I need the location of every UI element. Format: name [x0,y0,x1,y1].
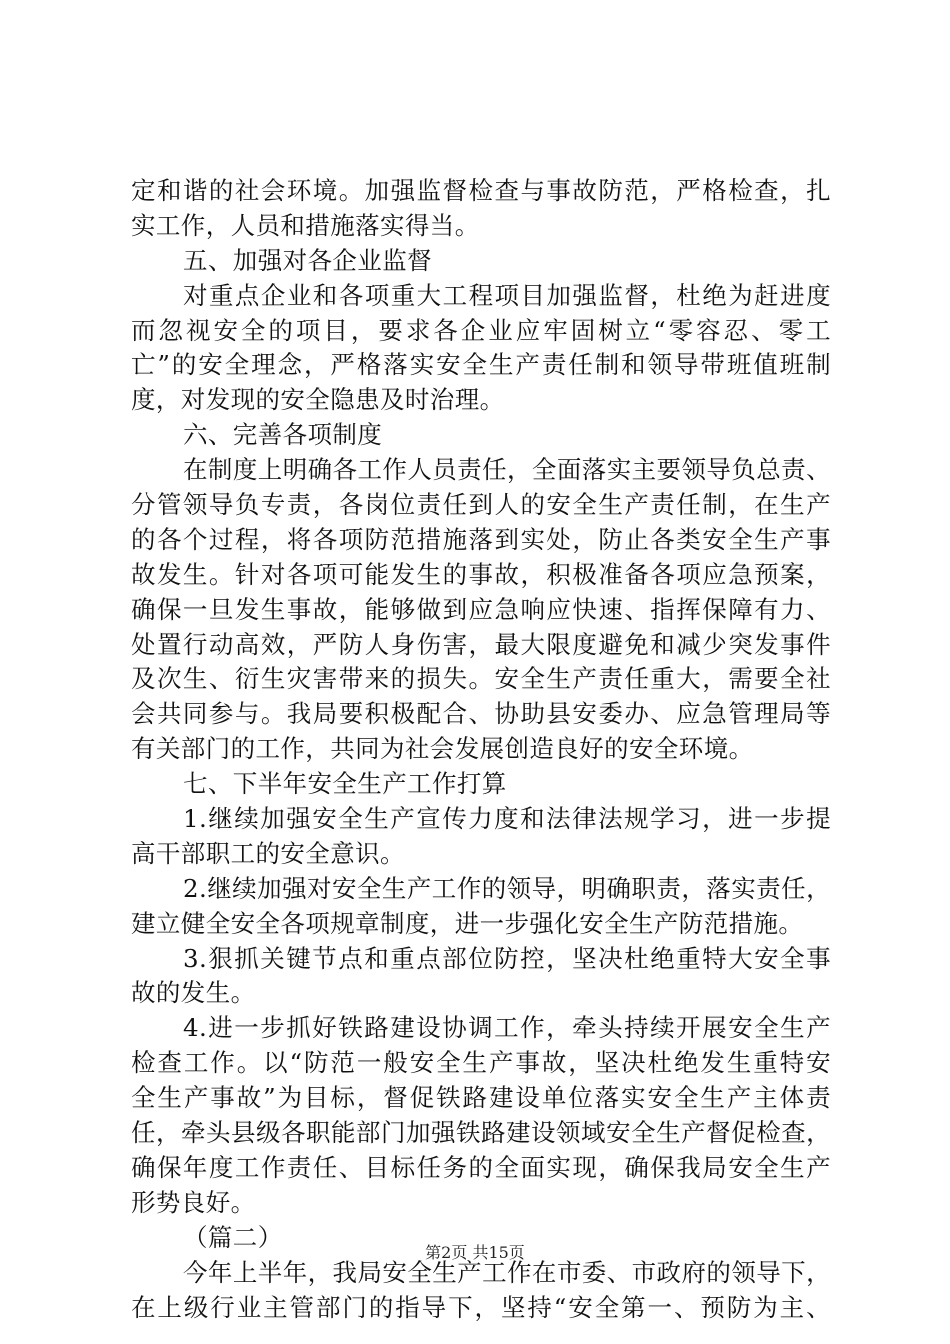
page-footer: 第2页 共15页 [425,1243,525,1262]
text-line: 及次生、衍生灾害带来的损失。安全生产责任重大，需要全社 [131,664,831,694]
text-line: （篇二） [183,1222,283,1252]
text-line: 1.继续加强安全生产宣传力度和法律法规学习，进一步提 [183,804,831,834]
text-line: 建立健全安全各项规章制度，进一步强化安全生产防范措施。 [131,908,804,938]
text-line: 高干部职工的安全意识。 [131,838,405,868]
text-line: 确保一旦发生事故，能够做到应急响应快速、指挥保障有力、 [131,594,831,624]
text-line: 处置行动高效，严防人身伤害，最大限度避免和减少突发事件 [131,629,831,659]
text-line: 检查工作。以“防范一般安全生产事故，坚决杜绝发生重特安 [131,1048,831,1078]
text-line: 分管领导负专责，各岗位责任到人的安全生产责任制，在生产 [131,490,831,520]
text-line: 任，牵头县级各职能部门加强铁路建设领域安全生产督促检查， [131,1118,831,1148]
text-line: 今年上半年，我局安全生产工作在市委、市政府的领导下， [183,1257,831,1287]
text-line: 3.狠抓关键节点和重点部位防控，坚决杜绝重特大安全事 [183,943,831,973]
text-line: 度，对发现的安全隐患及时治理。 [131,385,505,415]
text-line: 故发生。针对各项可能发生的事故，积极准备各项应急预案， [131,559,831,589]
text-line: 在制度上明确各工作人员责任，全面落实主要领导负总责、 [183,455,831,485]
text-line: 会共同参与。我局要积极配合、协助县安委办、应急管理局等 [131,699,831,729]
text-line: 全生产事故”为目标，督促铁路建设单位落实安全生产主体责 [131,1083,831,1113]
text-line: 形势良好。 [131,1187,256,1217]
text-line: 故的发生。 [131,978,256,1008]
text-line: 2.继续加强对安全生产工作的领导，明确职责，落实责任， [183,873,831,903]
text-line: 定和谐的社会环境。加强监督检查与事故防范，严格检查，扎 [131,176,831,205]
text-line: 确保年度工作责任、目标任务的全面实现，确保我局安全生产 [131,1152,831,1182]
text-line: 实工作，人员和措施落实得当。 [131,210,480,240]
text-line: 4.进一步抓好铁路建设协调工作，牵头持续开展安全生产 [183,1013,831,1043]
text-line: 的各个过程，将各项防范措施落到实处，防止各类安全生产事 [131,524,831,554]
text-line: 而忽视安全的项目，要求各企业应牢固树立“零容忍、零工 [131,315,831,345]
text-line: 有关部门的工作，共同为社会发展创造良好的安全环境。 [131,734,754,764]
text-line: 七、下半年安全生产工作打算 [183,769,507,799]
text-line: 六、完善各项制度 [183,420,383,450]
text-line: 在上级行业主管部门的指导下，坚持“安全第一、预防为主、 [131,1292,831,1322]
document-body [131,174,831,1325]
text-line: 对重点企业和各项重大工程项目加强监督，杜绝为赶进度 [183,280,831,310]
text-line: 亡”的安全理念，严格落实安全生产责任制和领导带班值班制 [131,350,831,380]
text-line: 五、加强对各企业监督 [183,245,432,275]
